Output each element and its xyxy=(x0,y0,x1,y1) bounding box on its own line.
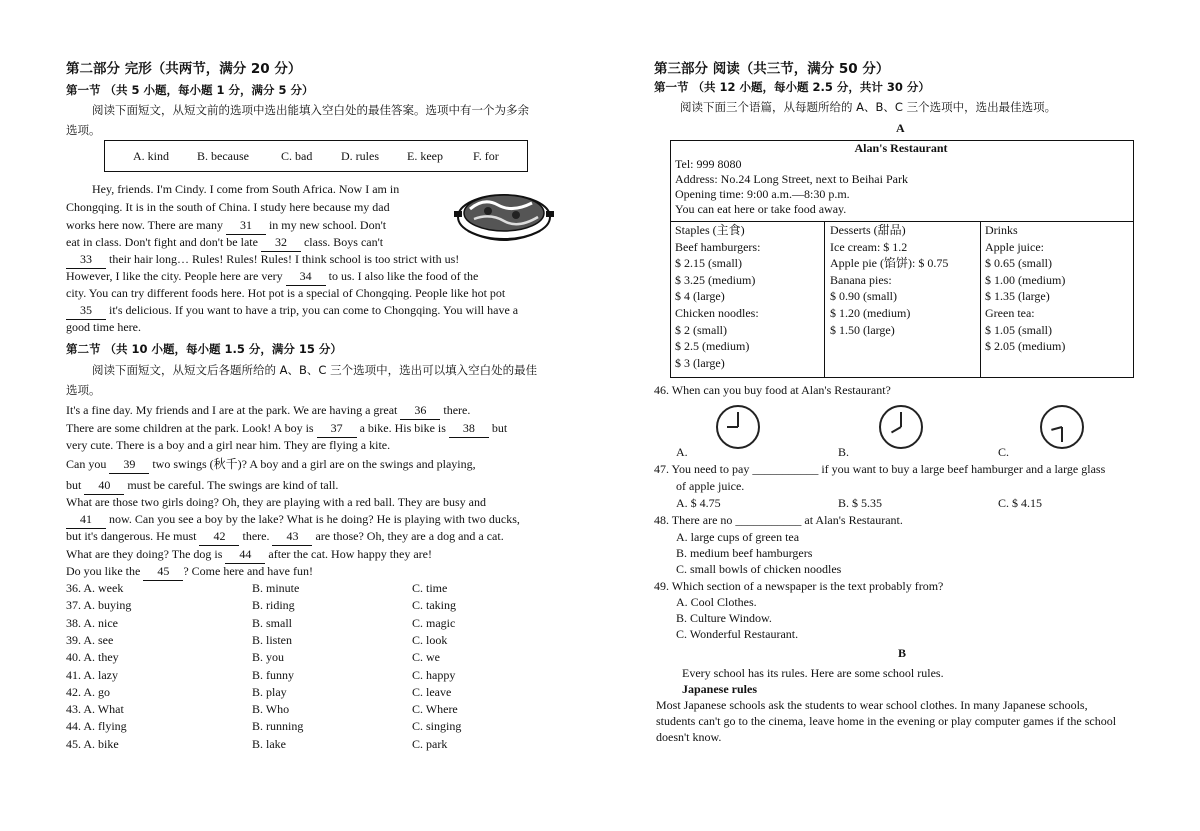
blank-31: 31 xyxy=(226,217,266,235)
staples-item: $ 2.5 (medium) xyxy=(675,339,750,354)
restaurant-name: Alan's Restaurant xyxy=(854,141,948,155)
choice-option: B. small xyxy=(252,615,293,630)
desserts-item: Desserts (甜品) xyxy=(830,223,906,237)
passage-b-label: B xyxy=(898,646,907,660)
desserts-item: $ 1.50 (large) xyxy=(830,322,895,337)
question-47-cont: of apple juice. xyxy=(676,479,745,493)
q46-option-b: B. xyxy=(838,445,850,459)
q46-option-c: C. xyxy=(998,445,1010,459)
choice-option: C. Where xyxy=(412,702,458,717)
choice-option: 39. A. see xyxy=(66,632,114,647)
choice-option: C. time xyxy=(412,581,448,595)
restaurant-tel: Tel: 999 8080 xyxy=(675,157,742,171)
word-options-box xyxy=(104,140,528,172)
q48-option-a: A. large cups of green tea xyxy=(676,530,800,544)
drinks-item: $ 1.00 (medium) xyxy=(985,272,1066,287)
hot-pot-illustration xyxy=(454,183,554,245)
passage-b-line: doesn't know. xyxy=(656,730,722,744)
blank-45: 45 xyxy=(143,563,183,581)
passage-b-line: Most Japanese schools ask the students to wear school clothes. In many Japanese schools, xyxy=(656,698,1088,712)
choice-option: 42. A. go xyxy=(66,684,111,699)
blank-32: 32 xyxy=(261,234,301,252)
passage-two-line: What are they doing? The dog is 44 after the cat. How happy they are! xyxy=(66,546,432,564)
choice-option: 44. A. flying xyxy=(66,719,127,734)
choice-option: 41. A. lazy xyxy=(66,667,118,682)
passage-two-line: 41 now. Can you see a boy by the lake? What is he doing? He is playing with two ducks, xyxy=(66,511,520,529)
blank-42: 42 xyxy=(199,528,239,546)
blank-35: 35 xyxy=(66,302,106,320)
passage-one-line: However, I like the city. People here are very 34 to us. I also like the food of the xyxy=(66,268,478,286)
passage-one-line: good time here. xyxy=(66,320,141,334)
passage-two-line: There are some children at the park. Look! A boy is 37 a bike. His bike is 38 but xyxy=(66,420,507,438)
passage-one-line: Chongqing. It is in the south of China. I study here because my dad xyxy=(66,200,390,214)
choice-option: 37. A. buying xyxy=(66,598,132,613)
choice-option: C. taking xyxy=(412,598,456,613)
drinks-item: $ 2.05 (medium) xyxy=(985,339,1066,354)
passage-one-line: Hey, friends. I'm Cindy. I come from South Africa. Now I am in xyxy=(92,182,400,196)
choice-option: B. play xyxy=(252,684,287,699)
staples-item: Beef hamburgers: xyxy=(675,239,761,254)
section-two-instruction: 阅读下面短文，从短文后各题所给的 A、B、C 三个选项中，选出可以填入空白处的最佳 xyxy=(92,363,538,377)
choice-option: C. magic xyxy=(412,615,456,630)
choice-option: C. singing xyxy=(412,719,462,734)
desserts-item: Apple pie (馅饼): $ 0.75 xyxy=(830,256,949,271)
blank-40: 40 xyxy=(84,477,124,495)
drinks-item: $ 0.65 (small) xyxy=(985,256,1052,271)
section-two-heading: 第二节 （共 10 小题，每小题 1.5 分，满分 15 分） xyxy=(66,342,342,356)
blank-36: 36 xyxy=(400,402,440,420)
blank-44: 44 xyxy=(225,546,265,564)
choice-option: B. lake xyxy=(252,736,286,751)
passage-two-line: Do you like the 45 ? Come here and have fun! xyxy=(66,563,313,581)
part-three-title: 第三部分 阅读（共三节，满分 50 分） xyxy=(654,61,890,77)
blank-38: 38 xyxy=(449,420,489,438)
staples-item: Staples (主食) xyxy=(675,223,745,237)
drinks-item: Drinks xyxy=(985,223,1018,237)
option-b: B. because xyxy=(197,149,249,163)
restaurant-note: You can eat here or take food away. xyxy=(675,202,847,216)
option-e: E. keep xyxy=(407,149,443,163)
staples-item: $ 3 (large) xyxy=(675,355,725,370)
choice-option: B. Who xyxy=(252,702,290,717)
passage-one-line: 35 it's delicious. If you want to have a trip, you can come to Chongqing. You will have a xyxy=(66,302,518,320)
passage-one-line: works here now. There are many 31 in my new school. Don't xyxy=(66,217,386,235)
staples-item: $ 3.25 (medium) xyxy=(675,272,756,287)
passage-two-line: but it's dangerous. He must 42 there. 43 are those? Oh, they are a dog and a cat. xyxy=(66,528,504,546)
blank-34: 34 xyxy=(286,268,326,286)
section-one-heading: 第一节 （共 5 小题，每小题 1 分，满分 5 分） xyxy=(66,83,314,97)
desserts-item: $ 0.90 (small) xyxy=(830,289,897,304)
clock-icon xyxy=(879,405,923,449)
q49-option-c: C. Wonderful Restaurant. xyxy=(676,627,799,641)
question-46: 46. When can you buy food at Alan's Restaurant? xyxy=(654,383,891,397)
choice-option: C. happy xyxy=(412,667,456,682)
passage-b-subtitle: Japanese rules xyxy=(682,682,757,696)
passage-two-line: but 40 must be careful. The swings are kind of tall. xyxy=(66,477,338,495)
section-one-instruction: 阅读下面短文，从短文前的选项中选出能填入空白处的最佳答案。选项中有一个为多余 xyxy=(92,103,529,117)
passage-one-line: city. You can try different foods here. Hot pot is a special of Chongqing. People like hot pot xyxy=(66,286,506,300)
part-two-title: 第二部分 完形（共两节，满分 20 分） xyxy=(66,61,302,77)
q48-option-c: C. small bowls of chicken noodles xyxy=(676,562,842,576)
choice-option: B. riding xyxy=(252,598,295,613)
option-f: F. for xyxy=(473,149,499,163)
option-c: C. bad xyxy=(281,149,313,163)
choice-option: 43. A. What xyxy=(66,702,124,717)
choice-option: 38. A. nice xyxy=(66,615,118,630)
choice-option: C. park xyxy=(412,736,448,751)
menu-column-divider xyxy=(824,221,825,377)
drinks-item: Green tea: xyxy=(985,306,1035,320)
passage-one-line: 33 their hair long… Rules! Rules! Rules! I think school is too strict with us! xyxy=(66,251,459,269)
q48-option-b: B. medium beef hamburgers xyxy=(676,546,813,560)
option-d: D. rules xyxy=(341,149,379,163)
desserts-item: Ice cream: $ 1.2 xyxy=(830,239,908,254)
choice-option: B. you xyxy=(252,650,285,665)
passage-two-line: Can you 39 two swings (秋千)? A boy and a girl are on the swings and playing, xyxy=(66,456,476,474)
choice-option: B. minute xyxy=(252,581,300,595)
staples-item: $ 4 (large) xyxy=(675,289,725,304)
section-one-instruction-cont: 选项。 xyxy=(66,123,101,137)
option-a: A. kind xyxy=(133,149,169,163)
clock-icon xyxy=(1040,405,1084,449)
choice-option: 45. A. bike xyxy=(66,736,119,751)
choice-option: B. listen xyxy=(252,632,293,647)
choice-option: C. look xyxy=(412,632,448,647)
restaurant-address: Address: No.24 Long Street, next to Beihai Park xyxy=(675,172,908,186)
blank-43: 43 xyxy=(272,528,312,546)
menu-column-divider xyxy=(980,221,981,377)
question-48: 48. There are no ___________ at Alan's Restaurant. xyxy=(654,513,903,527)
passage-two-line: very cute. There is a boy and a girl near him. They are flying a kite. xyxy=(66,438,391,452)
choice-option: B. running xyxy=(252,719,304,734)
drinks-item: $ 1.05 (small) xyxy=(985,322,1052,337)
choice-option: C. we xyxy=(412,650,440,665)
choice-option: C. leave xyxy=(412,684,452,699)
q49-option-b: B. Culture Window. xyxy=(676,611,772,625)
desserts-item: Banana pies: xyxy=(830,272,892,287)
choice-option: 40. A. they xyxy=(66,650,119,665)
passage-two-line: What are those two girls doing? Oh, they are playing with a red ball. They are busy and xyxy=(66,495,486,509)
staples-item: $ 2.15 (small) xyxy=(675,256,742,271)
drinks-item: Apple juice: xyxy=(985,239,1044,254)
q46-option-a: A. xyxy=(676,445,688,459)
desserts-item: $ 1.20 (medium) xyxy=(830,306,911,320)
clock-icon xyxy=(716,405,760,449)
q47-option-c: C. $ 4.15 xyxy=(998,496,1043,510)
choice-option: B. funny xyxy=(252,667,294,682)
passage-b-intro: Every school has its rules. Here are some school rules. xyxy=(682,666,944,680)
staples-item: $ 2 (small) xyxy=(675,322,727,337)
blank-33: 33 xyxy=(66,251,106,269)
question-47: 47. You need to pay ___________ if you want to buy a large beef hamburger and a large glass xyxy=(654,462,1106,476)
blank-39: 39 xyxy=(109,456,149,474)
staples-item: Chicken noodles: xyxy=(675,306,759,320)
q47-option-a: A. $ 4.75 xyxy=(676,496,721,510)
drinks-item: $ 1.35 (large) xyxy=(985,289,1050,304)
reading-instruction: 阅读下面三个语篇，从每题所给的 A、B、C 三个选项中，选出最佳选项。 xyxy=(680,100,1057,114)
q49-option-a: A. Cool Clothes. xyxy=(676,595,757,609)
q47-option-b: B. $ 5.35 xyxy=(838,496,883,510)
section-two-instruction-cont: 选项。 xyxy=(66,383,101,397)
reading-section-heading: 第一节 （共 12 小题，每小题 2.5 分，共计 30 分） xyxy=(654,80,930,94)
passage-a-label: A xyxy=(896,121,905,135)
restaurant-hours: Opening time: 9:00 a.m.—8:30 p.m. xyxy=(675,187,850,201)
choice-option: 36. A. week xyxy=(66,581,124,595)
passage-two-line: It's a fine day. My friends and I are at the park. We are having a great 36 there. xyxy=(66,402,470,420)
passage-b-line: students can't go to the cinema, leave home in the evening or play computer games if the school xyxy=(656,714,1117,728)
passage-one-line: eat in class. Don't fight and don't be late 32 class. Boys can't xyxy=(66,234,383,252)
blank-37: 37 xyxy=(317,420,357,438)
question-49: 49. Which section of a newspaper is the text probably from? xyxy=(654,579,944,593)
blank-41: 41 xyxy=(66,511,106,529)
